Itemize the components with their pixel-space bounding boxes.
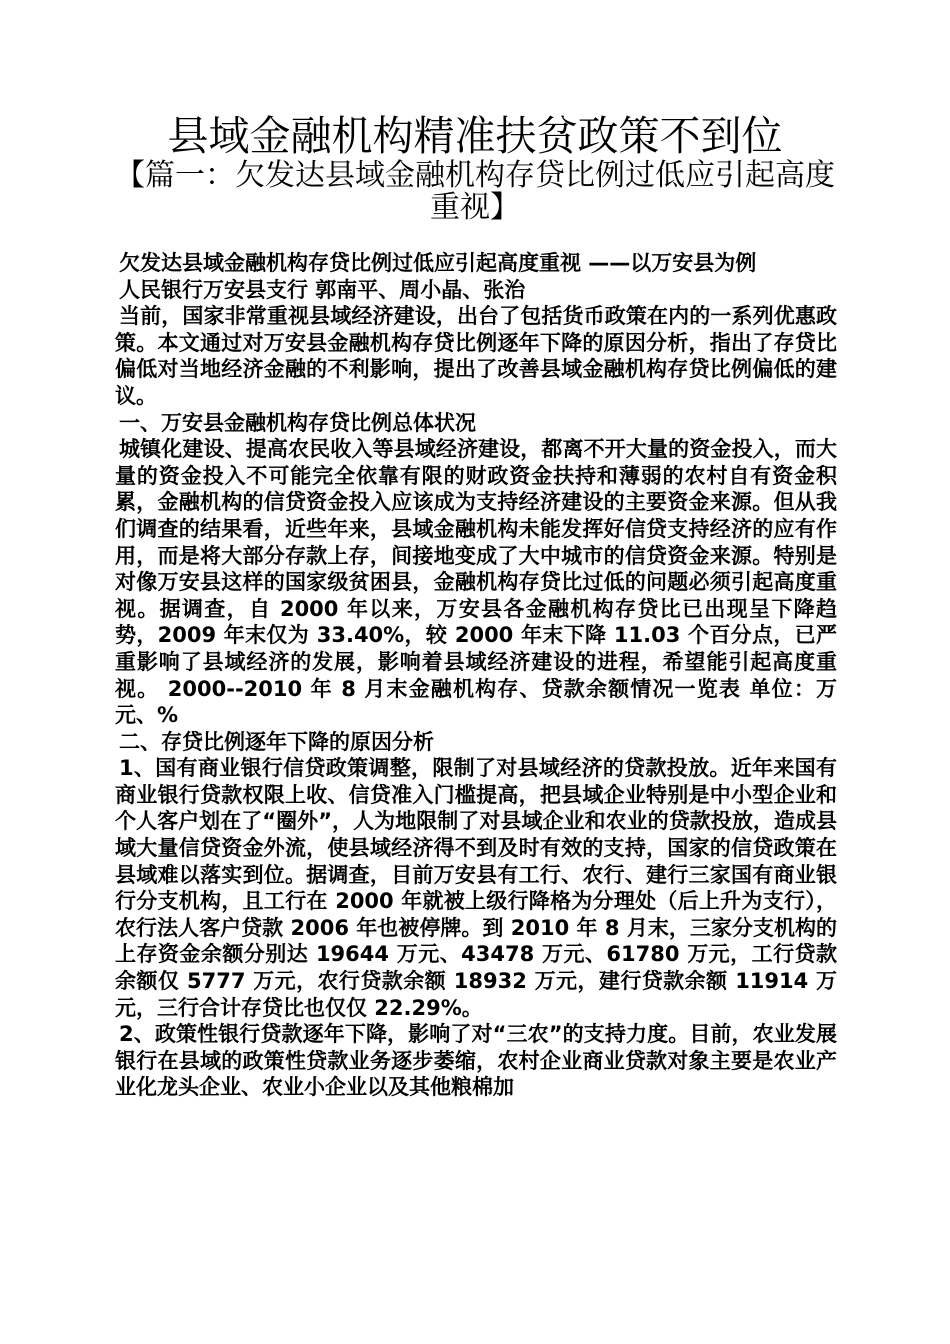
- section-heading: 一、万安县金融机构存贷比例总体状况: [119, 410, 476, 435]
- title-block: [115, 112, 835, 224]
- document-title: 县域金融机构精准扶贫政策不到位: [167, 112, 783, 160]
- section-heading: 二、存贷比例逐年下降的原因分析: [119, 729, 434, 754]
- author-line: 人民银行万安县支行 郭南平、周小晶、张治: [119, 277, 526, 302]
- body-paragraph: 2、政策性银行贷款逐年下降，影响了对“三农”的支持力度。目前，农业发展银行在县域的政策性贷款业务逐步萎缩，农村企业商业贷款对象主要是农业产业化龙头企业、农业小企业以及其他粮棉加: [115, 1022, 837, 1100]
- body-paragraph: 城镇化建设、提高农民收入等县域经济建设，都离不开大量的资金投入，而大量的资金投入不可能完全依靠有限的财政资金扶持和薄弱的农村自有资金积累，金融机构的信贷资金投入应该成为支持经济建设的主要资金来源。但从我们调查的结果看，近些年来，县域金融机构未能发挥好信贷支持经济的应有作用，而是将大部分存款上存，间接地变成了大中城市的信贷资金来源。特别是对像万安县这样的国家级贫困县，金融机构存贷比过低的问题必须引起高度重视。据调查，自 2000 年以来，万安县各金融机构存贷比已出现呈下降趋势，2009 年末仅为 33.40%，较 2000 年末下降 11.03 个百分点，已严重影响了县域经济的发展，影响着县域经济建设的进程，希望能引起高度重视。 2000--2010 年 8 月末金融机构存、贷款余额情况一览表 单位：万元、%: [115, 437, 837, 728]
- article-heading: 欠发达县域金融机构存贷比例过低应引起高度重视 ——以万安县为例: [119, 251, 757, 275]
- document-body: [115, 250, 837, 1101]
- document-subtitle: 【篇一：欠发达县域金融机构存贷比例过低应引起高度重视】: [115, 158, 835, 225]
- body-paragraph: 当前，国家非常重视县域经济建设，出台了包括货币政策在内的一系列优惠政策。本文通过对万安县金融机构存贷比例逐年下降的原因分析，指出了存贷比偏低对当地经济金融的不利影响，提出了改善县域金融机构存贷比例偏低的建议。: [115, 304, 837, 408]
- body-paragraph: 1、国有商业银行信贷政策调整，限制了对县域经济的贷款投放。近年来国有商业银行贷款权限上收、信贷准入门槛提高，把县域企业特别是中小型企业和个人客户划在了“圈外”，人为地限制了对县域企业和农业的贷款投放，造成县域大量信贷资金外流，使县域经济得不到及时有效的支持，国家的信贷政策在县域难以落实到位。据调查，目前万安县有工行、农行、建行三家国有商业银行分支机构，且工行在 2000 年就被上级行降格为分理处（后上升为支行），农行法人客户贷款 2006 年也被停牌。到 2010 年 8 月末，三家分支机构的上存资金余额分别达 19644 万元、43478 万元、61780 万元，工行贷款余额仅 5777 万元，农行贷款余额 18932 万元，建行贷款余额 11914 万元，三行合计存贷比也仅仅 22.29%。: [115, 756, 837, 1020]
